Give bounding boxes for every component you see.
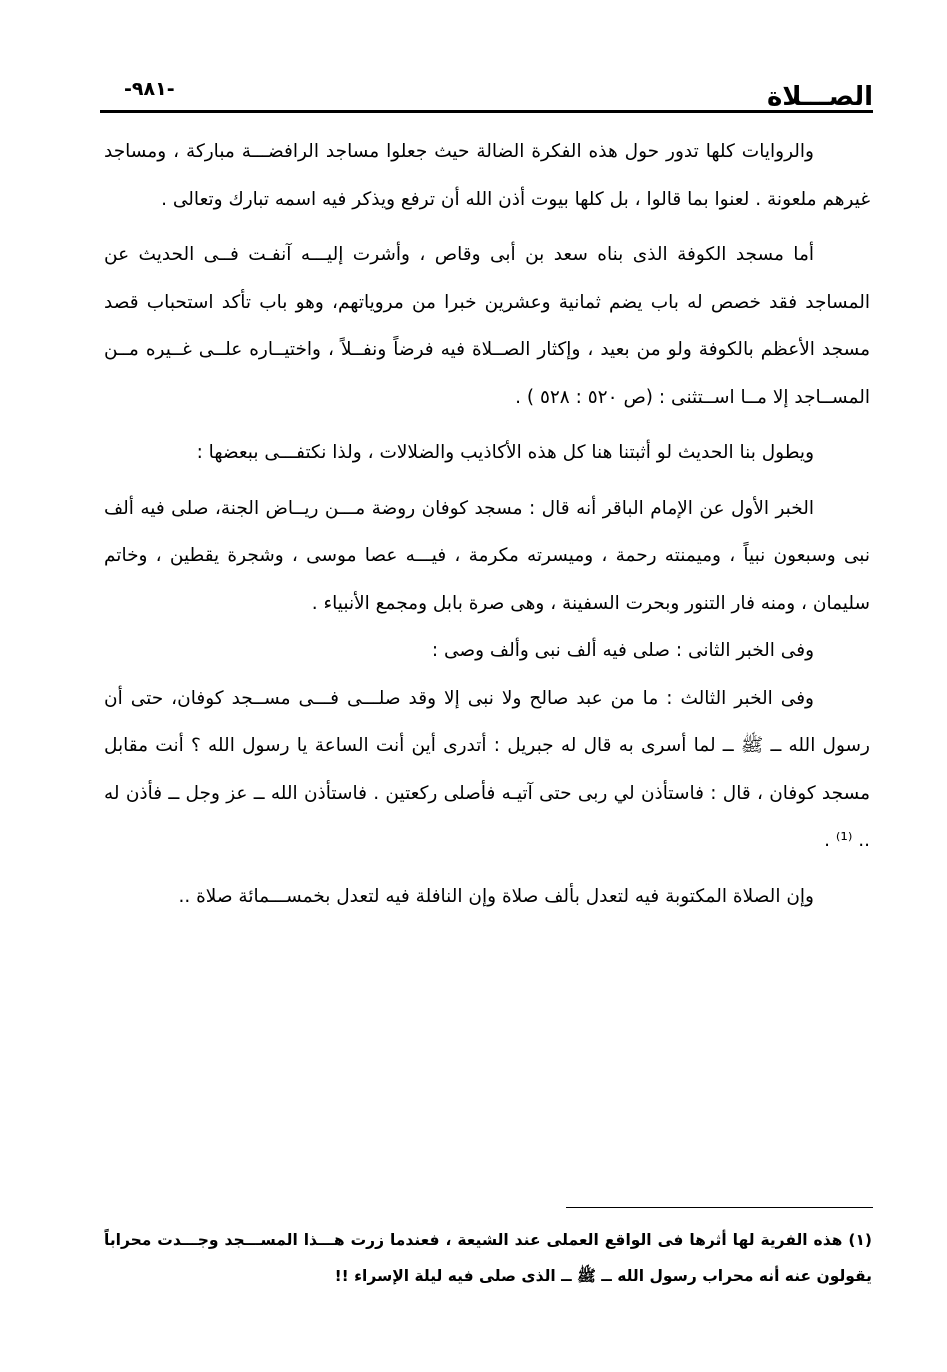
paragraph: أما مسجد الكوفة الذى بناه سعد بن أبى وقاص ، وأشرت إليـــه آنفـت فــى الحديث عن المساجد فقد خصص له باب يضم ثمانية وعشرين خبرا من مروياتهم، وهو باب تأكد استحباب قصد مسجد الأعظم بالكوفة ولو من بعيد ، وإكثار الصــلاة فيه فرضاً ونفــلاً ، واختيــاره علــى غــيره مــن المســاجد إلا مــا اســتثنى : (ص ٥٢٠ : ٥٢٨ ) .: [104, 244, 870, 408]
header-rule: [100, 110, 873, 113]
paragraph: وفى الخبر الثانى : صلى فيه ألف نبى وألف وصى :: [431, 640, 814, 661]
footnote-rule: [566, 1207, 873, 1208]
paragraph: والروايات كلها تدور حول هذه الفكرة الضالة حيث جعلوا مساجد الرافضـــة مباركة ، ومساجد غيرهم ملعونة . لعنوا بما قالوا ، بل كلها بيوت أذن الله أن ترفع ويذكر فيه اسمه تبارك وتعالى .: [104, 141, 870, 210]
paragraph: الخبر الأول عن الإمام الباقر أنه قال : مسجد كوفان روضة مـــن ريــاض الجنة، صلى فيه ألف نبى وسبعون نبياً ، وميمنته رحمة ، وميسرته مكرمة ، فيـــه عصا موسى ، وشجرة يقطين ، وخاتم سليمان ، ومنه فار التنور وبحرت السفينة ، وهى صرة بابل ومجمع الأنبياء .: [104, 497, 870, 614]
paragraph: وفى الخبر الثالث : ما من عبد صالح ولا نبى إلا وقد صلـــى فـــى مســجد كوفان، حتى أن رسول الله ــ ﷺ ــ لما أسرى به قال له جبريل : أتدرى أين أنت الساعة يا رسول الله ؟ أنت مقابل مسجد كوفان ، قال : فاستأذن لي ربى حتى آتيـه فأصلى ركعتين . فاستأذن الله ــ عز وجل ــ فأذن له .. ⁽¹⁾ .: [104, 687, 870, 851]
footnote: (١) هذه الفرية لها أثرها فى الواقع العملى عند الشيعة ، فعندما زرت هـــذا المســـجد وجـــدت محراباً يقولون عنه أنه محراب رسول الله ــ ﷺ ــ الذى صلى فيه ليلة الإسراء !!: [104, 1231, 872, 1285]
page-header: [100, 68, 873, 112]
page-number: -٩٨١-: [124, 78, 175, 100]
chapter-title: الصـــلاة: [766, 82, 873, 112]
paragraph: ويطول بنا الحديث لو أثبتنا هنا كل هذه الأكاذيب والضلالات ، ولذا نكتفـــى ببعضها :: [196, 442, 814, 463]
body-text: [104, 128, 870, 920]
paragraph: وإن الصلاة المكتوبة فيه لتعدل بألف صلاة وإن النافلة فيه لتعدل بخمســـمائة صلاة ..: [178, 885, 814, 907]
